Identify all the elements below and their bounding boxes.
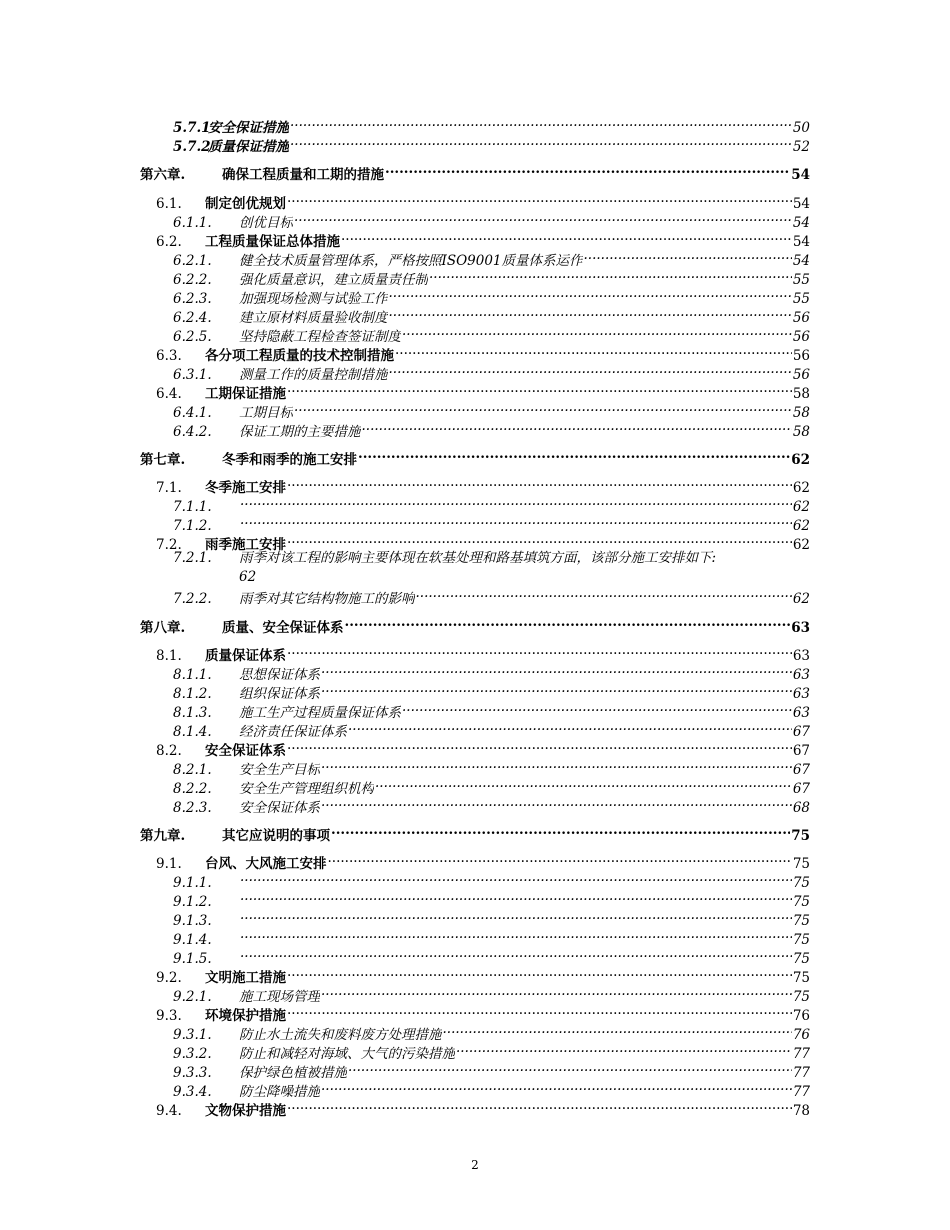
toc-entry-title: 工期目标 xyxy=(239,405,293,421)
toc-entry-title: 环境保护措施 xyxy=(205,1008,286,1024)
toc-entry-page: 54 xyxy=(792,253,810,269)
dot-leader xyxy=(348,1058,792,1077)
toc-entry-number: 9.1.2. xyxy=(173,894,212,910)
toc-entry-title: 防止和减轻对海域、大气的污染措施 xyxy=(239,1046,455,1062)
toc-entry-number: 5.7.2 xyxy=(173,139,211,155)
dot-leader xyxy=(240,492,792,511)
toc-entry-page: 75 xyxy=(792,856,810,872)
toc-entry-title: 安全生产目标 xyxy=(239,762,320,778)
dot-leader xyxy=(321,660,792,679)
toc-entry-page: 54 xyxy=(792,215,810,231)
toc-entry-number: 6.2.3. xyxy=(173,291,212,307)
toc-entry-page: 62 xyxy=(792,518,810,534)
toc-entry-page: 78 xyxy=(792,1103,810,1119)
toc-entry-page: 75 xyxy=(792,970,810,986)
toc-entry-title: 各分项工程质量的技术控制措施 xyxy=(205,348,394,364)
dot-leader xyxy=(287,1001,792,1020)
toc-entry-title: 施工现场管理 xyxy=(239,989,320,1005)
toc-entry-title: 冬季和雨季的施工安排 xyxy=(222,452,357,468)
toc-entry-page: 75 xyxy=(792,913,810,929)
toc-entry-number: 9.1.5. xyxy=(173,951,212,967)
toc-entry-title: 强化质量意识，建立质量责任制 xyxy=(239,272,428,288)
toc-entry-title: 测量工作的质量控制措施 xyxy=(239,367,388,383)
toc-entry-title: 思想保证体系 xyxy=(239,667,320,683)
toc-entry-page: 75 xyxy=(792,932,810,948)
toc-entry-number: 9.1.1. xyxy=(173,875,212,891)
toc-entry-number: 7.1. xyxy=(156,480,182,496)
dot-leader xyxy=(395,341,792,360)
toc-entry-title: 安全保证体系 xyxy=(205,743,286,759)
toc-entry-page: 75 xyxy=(792,894,810,910)
toc-entry-title: 建立原材料质量验收制度 xyxy=(239,310,388,326)
toc-entry[interactable] xyxy=(156,1096,810,1121)
toc-entry-title: 组织保证体系 xyxy=(239,686,320,702)
dot-leader xyxy=(287,963,792,982)
toc-entry-page: 75 xyxy=(791,828,810,844)
toc-entry-number: 6.4.1. xyxy=(173,405,212,421)
dot-leader xyxy=(287,189,792,208)
dot-leader xyxy=(240,944,792,963)
toc-entry-page: 77 xyxy=(792,1046,810,1062)
toc-entry-page: 62 xyxy=(239,569,257,585)
dot-leader xyxy=(290,132,792,151)
toc-entry-number: 9.1. xyxy=(156,856,182,872)
toc-entry-number: 8.2.3. xyxy=(173,800,212,816)
toc-entry-title: 保护绿色植被措施 xyxy=(239,1065,347,1081)
toc-entry-number: 9.2.1. xyxy=(173,989,212,1005)
toc-entry-title: 保证工期的主要措施 xyxy=(239,424,361,440)
dot-leader xyxy=(321,982,792,1001)
toc-entry[interactable] xyxy=(173,793,810,818)
toc-entry-number: 6.2. xyxy=(156,234,182,250)
page-number: 2 xyxy=(471,1158,479,1172)
toc-entry-page: 67 xyxy=(792,743,810,759)
toc-entry-page: 75 xyxy=(792,875,810,891)
dot-leader xyxy=(287,530,792,549)
toc-entry-page: 63 xyxy=(792,667,810,683)
toc-entry-number: 8.1.3. xyxy=(173,705,212,721)
dot-leader xyxy=(389,303,792,322)
toc-entry-number: 第八章. xyxy=(140,620,186,636)
dot-leader xyxy=(290,113,792,132)
toc-entry-page: 67 xyxy=(792,724,810,740)
dot-leader xyxy=(416,584,792,603)
toc-entry-title: 文明施工措施 xyxy=(205,970,286,986)
dot-leader xyxy=(358,445,790,464)
toc-entry-number: 6.1.1. xyxy=(173,215,212,231)
toc-entry-number: 9.3.1. xyxy=(173,1027,212,1043)
toc-entry-number: 6.3. xyxy=(156,348,182,364)
toc-entry-number: 6.2.2. xyxy=(173,272,212,288)
dot-leader xyxy=(240,887,792,906)
toc-entry-title: 文物保护措施 xyxy=(205,1103,286,1119)
dot-leader xyxy=(240,511,792,530)
toc-entry-title: 雨季对其它结构物施工的影响 xyxy=(239,591,415,607)
toc-entry-number: 7.2. xyxy=(156,537,182,553)
toc-entry-number: 6.3.1. xyxy=(173,367,212,383)
toc-entry-page: 50 xyxy=(792,120,810,136)
toc-entry-number: 6.2.4. xyxy=(173,310,212,326)
toc-entry-title: 施工生产过程质量保证体系 xyxy=(239,705,401,721)
toc-entry-number: 8.1.2. xyxy=(173,686,212,702)
dot-leader xyxy=(402,698,792,717)
toc-entry-title: 创优目标 xyxy=(239,215,293,231)
toc-entry-page: 67 xyxy=(792,762,810,778)
toc-entry-title: 安全保证体系 xyxy=(239,800,320,816)
toc-entry-page: 62 xyxy=(792,499,810,515)
toc-entry-title: 质量保证措施 xyxy=(208,139,289,155)
toc-entry-title: 安全保证措施 xyxy=(208,120,289,136)
toc-entry-number: 8.1.1. xyxy=(173,667,212,683)
toc-entry-number: 6.1. xyxy=(156,196,182,212)
dot-leader xyxy=(294,398,792,417)
toc-entry-title: 冬季施工安排 xyxy=(205,480,286,496)
toc-entry-page: 77 xyxy=(792,1065,810,1081)
toc-entry-page: 62 xyxy=(791,452,810,468)
toc-entry-page: 54 xyxy=(792,234,810,250)
toc-entry-page: 63 xyxy=(792,648,810,664)
toc-entry-page: 63 xyxy=(791,620,810,636)
dot-leader xyxy=(287,379,792,398)
toc-entry-number: 8.1.4. xyxy=(173,724,212,740)
toc-entry-number: 9.4. xyxy=(156,1103,182,1119)
dot-leader xyxy=(287,736,792,755)
dot-leader xyxy=(287,1096,792,1115)
toc-entry-title: 安全生产管理组织机构 xyxy=(239,781,374,797)
toc-entry-title: 其它应说明的事项 xyxy=(222,828,330,844)
toc-entry-title: 防尘降噪措施 xyxy=(239,1084,320,1100)
toc-entry-title: 雨季对该工程的影响主要体现在软基处理和路基填筑方面，该部分施工安排如下: xyxy=(239,550,717,566)
toc-entry-page: 58 xyxy=(792,405,810,421)
toc-entry[interactable] xyxy=(173,584,810,609)
toc-entry[interactable] xyxy=(140,160,810,185)
toc-entry-number: 7.1.1. xyxy=(173,499,212,515)
dot-leader xyxy=(345,613,791,632)
toc-entry-page: 54 xyxy=(792,196,810,212)
toc-entry-page: 62 xyxy=(792,537,810,553)
toc-entry-page: 52 xyxy=(792,139,810,155)
dot-leader xyxy=(321,793,792,812)
toc-entry-page: 56 xyxy=(792,348,810,364)
toc-entry-title: 健全技术质量管理体系，严格按照ISO9001质量体系运作 xyxy=(239,253,583,269)
toc-entry-number: 9.1.3. xyxy=(173,913,212,929)
toc-entry-number: 8.1. xyxy=(156,648,182,664)
toc-entry-number: 7.2.2. xyxy=(173,591,212,607)
toc-entry-page: 63 xyxy=(792,686,810,702)
toc-entry-number: 5.7.1 xyxy=(173,120,211,136)
toc-entry-page: 55 xyxy=(792,272,810,288)
toc-entry[interactable] xyxy=(173,132,810,157)
dot-leader xyxy=(331,821,790,840)
dot-leader xyxy=(375,774,792,793)
dot-leader xyxy=(429,265,792,284)
toc-entry-page: 76 xyxy=(792,1027,810,1043)
toc-entry-title: 防止水土流失和废料废方处理措施 xyxy=(239,1027,442,1043)
toc-entry-number: 8.2.2. xyxy=(173,781,212,797)
toc-entry-number: 第九章. xyxy=(140,828,186,844)
toc-entry-title: 质量、安全保证体系 xyxy=(222,620,344,636)
dot-leader xyxy=(341,227,792,246)
toc-entry-title: 坚持隐蔽工程检查签证制度 xyxy=(239,329,401,345)
toc-entry-number: 8.2.1. xyxy=(173,762,212,778)
toc-entry-number: 7.1.2. xyxy=(173,518,212,534)
dot-leader xyxy=(328,849,792,868)
dot-leader xyxy=(294,208,792,227)
toc-entry-title: 雨季施工安排 xyxy=(205,537,286,553)
toc-entry-page: 56 xyxy=(792,329,810,345)
toc-entry-title: 制定创优规划 xyxy=(205,196,286,212)
toc-entry-number: 第六章. xyxy=(140,167,186,183)
toc-entry-page: 75 xyxy=(792,989,810,1005)
dot-leader xyxy=(348,717,792,736)
toc-entry-number: 9.1.4. xyxy=(173,932,212,948)
toc-entry-number: 6.4.2. xyxy=(173,424,212,440)
dot-leader xyxy=(321,679,792,698)
toc-entry-page: 62 xyxy=(792,591,810,607)
toc-entry-page: 62 xyxy=(792,480,810,496)
dot-leader xyxy=(240,906,792,925)
dot-leader xyxy=(456,1039,792,1058)
dot-leader xyxy=(402,322,792,341)
dot-leader xyxy=(389,360,792,379)
toc-entry-page: 58 xyxy=(792,424,810,440)
dot-leader xyxy=(321,1077,792,1096)
toc-entry-page: 67 xyxy=(792,781,810,797)
dot-leader xyxy=(287,641,792,660)
toc-entry-number: 6.2.1. xyxy=(173,253,212,269)
dot-leader xyxy=(321,755,792,774)
toc-entry-page: 77 xyxy=(792,1084,810,1100)
toc-entry-number: 6.2.5. xyxy=(173,329,212,345)
toc-entry-title: 经济责任保证体系 xyxy=(239,724,347,740)
toc-entry-page: 58 xyxy=(792,386,810,402)
toc-entry-number: 9.3.2. xyxy=(173,1046,212,1062)
toc-entry-number: 9.3.3. xyxy=(173,1065,212,1081)
toc-entry-page: 56 xyxy=(792,367,810,383)
toc-entry-page: 68 xyxy=(792,800,810,816)
toc-entry-title: 加强现场检测与试验工作 xyxy=(239,291,388,307)
dot-leader xyxy=(584,246,792,265)
toc-entry-page: 56 xyxy=(792,310,810,326)
dot-leader xyxy=(443,1020,792,1039)
toc-entry-page: 55 xyxy=(792,291,810,307)
toc-entry-page: 63 xyxy=(792,705,810,721)
toc-entry-number: 8.2. xyxy=(156,743,182,759)
toc-entry-title: 工期保证措施 xyxy=(205,386,286,402)
toc-entry-title: 台风、大风施工安排 xyxy=(205,856,327,872)
toc-entry-title: 质量保证体系 xyxy=(205,648,286,664)
dot-leader xyxy=(240,925,792,944)
toc-entry-page: 76 xyxy=(792,1008,810,1024)
dot-leader xyxy=(362,417,792,436)
toc-entry[interactable] xyxy=(173,549,810,587)
dot-leader xyxy=(287,473,792,492)
toc-entry[interactable] xyxy=(140,821,810,846)
dot-leader xyxy=(385,160,790,179)
toc-entry-title: 确保工程质量和工期的措施 xyxy=(222,167,384,183)
toc-entry-number: 9.3. xyxy=(156,1008,182,1024)
toc-entry[interactable] xyxy=(140,445,810,470)
toc-entry[interactable] xyxy=(140,613,810,638)
toc-entry-number: 第七章. xyxy=(140,452,186,468)
toc-entry[interactable] xyxy=(173,417,810,442)
toc-entry-number: 9.2. xyxy=(156,970,182,986)
toc-entry-number: 7.2.1. xyxy=(173,550,212,566)
toc-entry-number: 9.3.4. xyxy=(173,1084,212,1100)
dot-leader xyxy=(240,868,792,887)
toc-entry-number: 6.4. xyxy=(156,386,182,402)
dot-leader xyxy=(389,284,792,303)
toc-entry-page: 75 xyxy=(792,951,810,967)
toc-entry-title: 工程质量保证总体措施 xyxy=(205,234,340,250)
toc-entry-page: 54 xyxy=(791,167,810,183)
